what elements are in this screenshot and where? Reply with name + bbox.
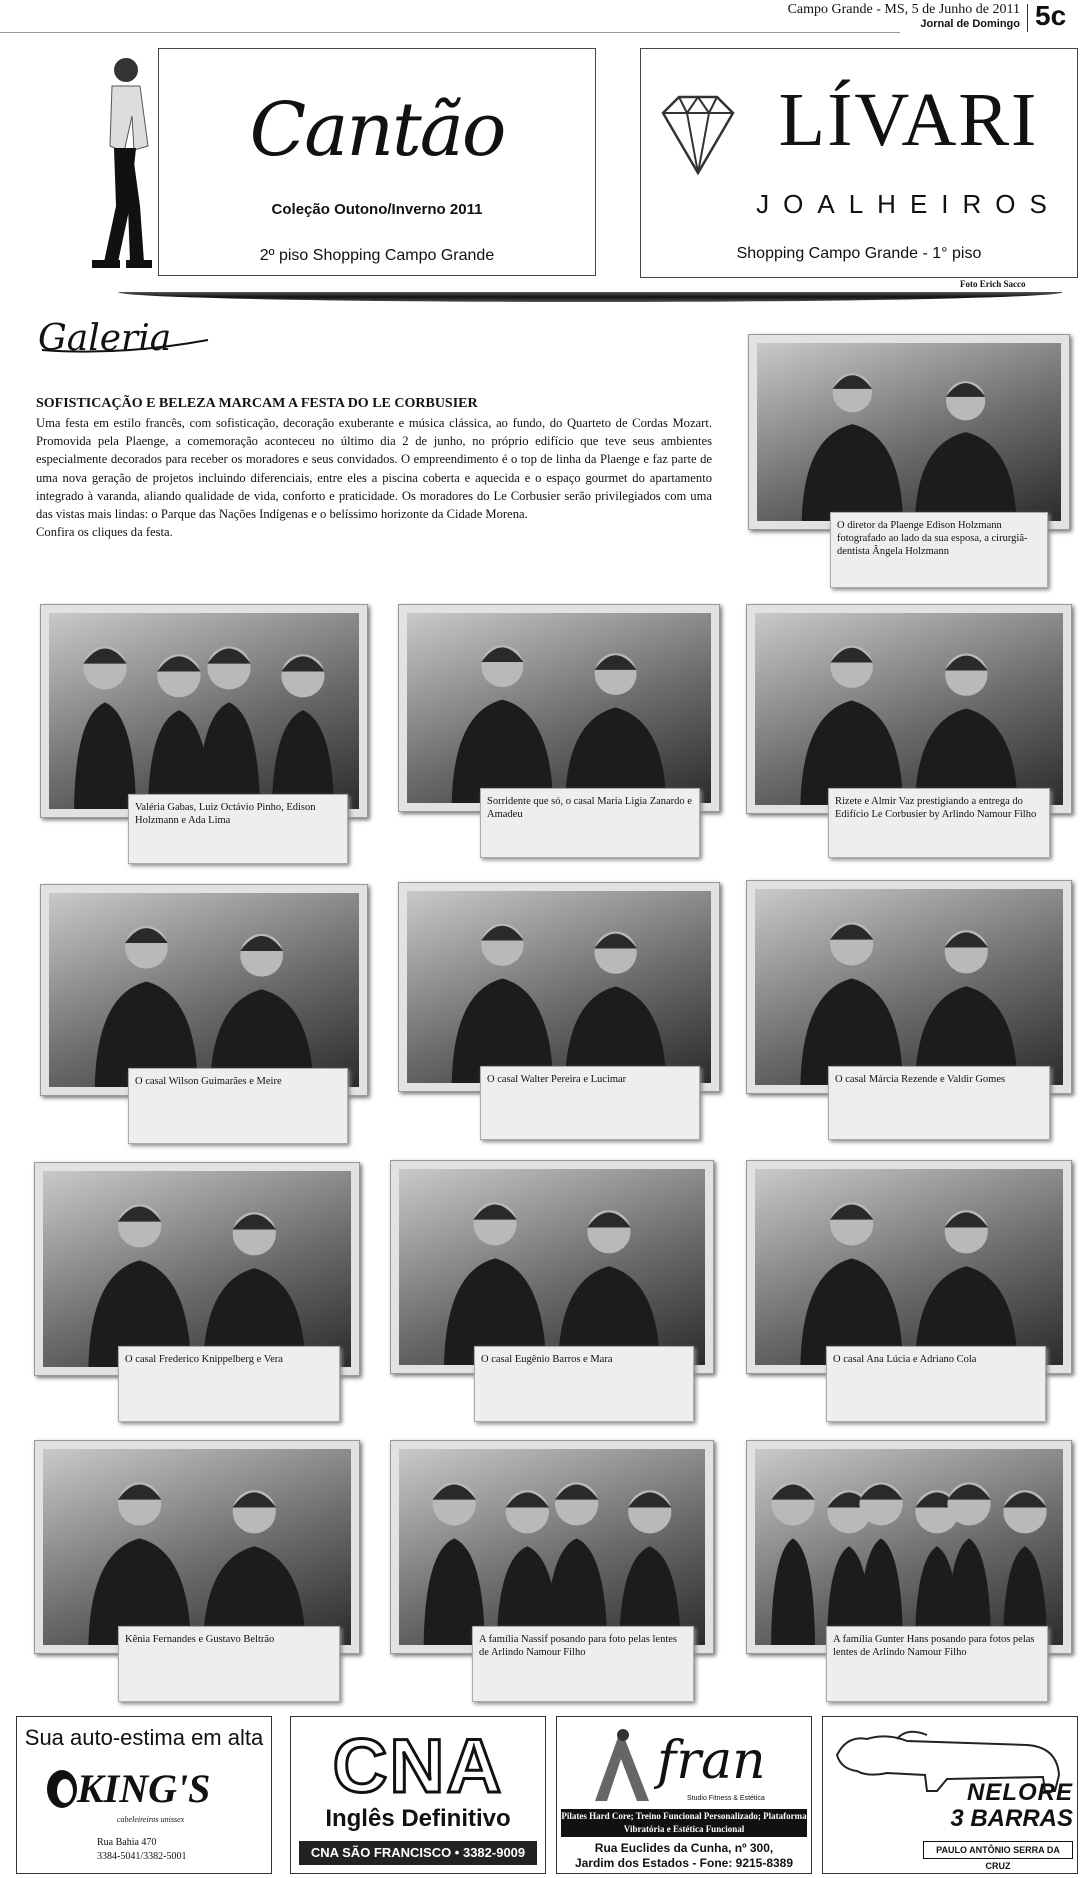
cna-logo: CNA bbox=[332, 1724, 504, 1809]
party-photo bbox=[755, 889, 1063, 1085]
photo-caption: O casal Ana Lúcia e Adriano Cola bbox=[826, 1346, 1046, 1422]
photo-caption: Kênia Fernandes e Gustavo Beltrão bbox=[118, 1626, 340, 1702]
profile-head-icon bbox=[45, 1769, 79, 1813]
people-silhouette-icon bbox=[49, 613, 359, 809]
party-photo bbox=[399, 1169, 705, 1365]
party-photo bbox=[49, 613, 359, 809]
photo-caption: O casal Walter Pereira e Lucimar bbox=[480, 1066, 700, 1140]
article-body bbox=[36, 414, 712, 541]
photo-card[interactable] bbox=[746, 1440, 1072, 1654]
photo-card[interactable] bbox=[748, 334, 1070, 530]
article-closing: Confira os cliques da festa. bbox=[36, 525, 173, 540]
fran-logo: fran bbox=[657, 1731, 766, 1791]
photo-card[interactable] bbox=[398, 604, 720, 812]
party-photo bbox=[755, 1449, 1063, 1645]
nelore-name: NELORE bbox=[966, 1779, 1073, 1806]
photo-caption: Valéria Gabas, Luiz Octávio Pinho, Edison Holzmann e Ada Lima bbox=[128, 794, 348, 864]
photo-caption: Sorridente que só, o casal Maria Ligia Zanardo e Amadeu bbox=[480, 788, 700, 858]
kings-logo: KING'S bbox=[77, 1766, 211, 1811]
people-silhouette-icon bbox=[399, 1169, 705, 1365]
fran-services: Pilates Hard Core; Treino Funcional Personalizado; Plataforma Vibratória e Estética Funcional bbox=[561, 1809, 807, 1837]
people-silhouette-icon bbox=[755, 889, 1063, 1085]
party-photo bbox=[755, 1169, 1063, 1365]
kings-phone: 3384-5041/3382-5001 bbox=[97, 1851, 187, 1862]
nelore-barras: 3 BARRAS bbox=[950, 1805, 1073, 1832]
photo-card[interactable] bbox=[40, 884, 368, 1096]
cantao-collection: Coleção Outono/Inverno 2011 bbox=[271, 201, 483, 218]
photo-caption: A família Nassif posando para foto pelas lentes de Arlindo Namour Filho bbox=[472, 1626, 694, 1702]
photo-card[interactable] bbox=[34, 1440, 360, 1654]
cna-subtitle: Inglês Definitivo bbox=[325, 1805, 511, 1832]
photo-caption: O casal Wilson Guimarães e Meire bbox=[128, 1068, 348, 1144]
people-silhouette-icon bbox=[757, 343, 1061, 521]
header-divider bbox=[1027, 4, 1028, 32]
photo-card[interactable] bbox=[390, 1440, 714, 1654]
header-rule bbox=[0, 32, 900, 33]
livari-location: Shopping Campo Grande - 1° piso bbox=[736, 245, 982, 262]
header-date: Campo Grande - MS, 5 de Junho de 2011 bbox=[787, 2, 1020, 17]
article-title: SOFISTICAÇÃO E BELEZA MARCAM A FESTA DO LE CORBUSIER bbox=[36, 396, 478, 411]
party-photo bbox=[43, 1449, 351, 1645]
article-paragraph: Uma festa em estilo francês, com sofisticação, decoração exuberante e música clássica, ao fundo, do Quarteto de Cordas Mozart. Promovida pela Plaenge, a comemoração aconteceu no último dia 2 de junho, no próprio edifício que teve seus ambientes especialmente decorados para receber os moradores e seus convidados. O empreendimento é o top de linha da Plaenge e faz parte de uma nova geração de projetos incluindo diferenciais, entre eles a piscina coberta e aquecida e o espaço gourmet do apartamento integrado à varanda, aliando qualidade de vida, conforto e praticidade. Os moradores do Le Corbusier serão privilegiados com uma das vistas mais lindas: o Parque das Nações Indígenas e o belíssimo horizonte da Cidade Morena. bbox=[36, 416, 712, 522]
people-silhouette-icon bbox=[755, 1449, 1063, 1645]
people-silhouette-icon bbox=[43, 1449, 351, 1645]
livari-subtitle: JOALHEIROS bbox=[756, 189, 1061, 219]
nelore-advertisement[interactable] bbox=[822, 1716, 1078, 1874]
photo-caption: A família Gunter Hans posando para fotos pelas lentes de Arlindo Namour Filho bbox=[826, 1626, 1048, 1702]
party-photo bbox=[757, 343, 1061, 521]
photo-caption: O casal Frederico Knippelberg e Vera bbox=[118, 1346, 340, 1422]
kings-address: Rua Bahia 470 bbox=[97, 1837, 157, 1848]
photo-caption: O casal Márcia Rezende e Valdir Gomes bbox=[828, 1066, 1050, 1140]
photo-caption: O casal Eugênio Barros e Mara bbox=[474, 1346, 694, 1422]
people-silhouette-icon bbox=[399, 1449, 705, 1645]
party-photo bbox=[755, 613, 1063, 805]
party-photo bbox=[49, 893, 359, 1087]
party-photo bbox=[399, 1449, 705, 1645]
party-photo bbox=[407, 613, 711, 803]
people-silhouette-icon bbox=[407, 613, 711, 803]
fran-advertisement[interactable] bbox=[556, 1716, 812, 1874]
photo-caption: O diretor da Plaenge Edison Holzmann fotografado ao lado da sua esposa, a cirurgiã-dentista Ângela Holzmann bbox=[830, 512, 1048, 588]
man-figure-icon bbox=[74, 56, 160, 270]
nelore-owner: PAULO ANTÔNIO SERRA DA CRUZ bbox=[923, 1841, 1073, 1859]
people-silhouette-icon bbox=[755, 613, 1063, 805]
photo-card[interactable] bbox=[746, 604, 1072, 814]
party-photo bbox=[43, 1171, 351, 1367]
photo-card[interactable] bbox=[390, 1160, 714, 1374]
photo-card[interactable] bbox=[398, 882, 720, 1092]
kings-subtitle: cabeleireiros unissex bbox=[117, 1815, 185, 1824]
cantao-logo: Cantão bbox=[249, 87, 505, 173]
photo-caption: Rizete e Almir Vaz prestigiando a entrega do Edifício Le Corbusier by Arlindo Namour Filho bbox=[828, 788, 1050, 858]
fran-studio: Studio Fitness & Estética bbox=[687, 1795, 765, 1802]
kings-tagline: Sua auto-estima em alta bbox=[24, 1725, 264, 1750]
fran-address-line1: Rua Euclides da Cunha, nº 300, bbox=[594, 1841, 774, 1855]
fran-address-line2: Jardim dos Estados - Fone: 9215-8389 bbox=[574, 1856, 794, 1870]
cna-advertisement[interactable] bbox=[290, 1716, 546, 1874]
photo-card[interactable] bbox=[746, 880, 1072, 1094]
cna-contact-bar: CNA SÃO FRANCISCO • 3382-9009 bbox=[299, 1841, 537, 1865]
swash-icon bbox=[40, 336, 210, 356]
section-title: Galeria bbox=[38, 318, 172, 359]
cantao-advertisement[interactable] bbox=[158, 48, 596, 276]
photo-credit: Foto Erich Sacco bbox=[960, 279, 1026, 289]
decorative-brush-bar bbox=[118, 292, 1063, 302]
livari-advertisement[interactable] bbox=[640, 48, 1078, 278]
photo-card[interactable] bbox=[34, 1162, 360, 1376]
dancer-a-icon bbox=[587, 1725, 657, 1805]
header-paper-name: Jornal de Domingo bbox=[920, 18, 1020, 30]
people-silhouette-icon bbox=[755, 1169, 1063, 1365]
people-silhouette-icon bbox=[407, 891, 711, 1083]
party-photo bbox=[407, 891, 711, 1083]
diamond-icon bbox=[653, 89, 743, 179]
people-silhouette-icon bbox=[43, 1171, 351, 1367]
livari-logo: LÍVARI bbox=[778, 78, 1039, 162]
cantao-location: 2º piso Shopping Campo Grande bbox=[259, 247, 495, 264]
page-number: 5c bbox=[1035, 0, 1067, 31]
people-silhouette-icon bbox=[49, 893, 359, 1087]
kings-advertisement[interactable] bbox=[16, 1716, 272, 1874]
photo-card[interactable] bbox=[746, 1160, 1072, 1374]
photo-card[interactable] bbox=[40, 604, 368, 818]
